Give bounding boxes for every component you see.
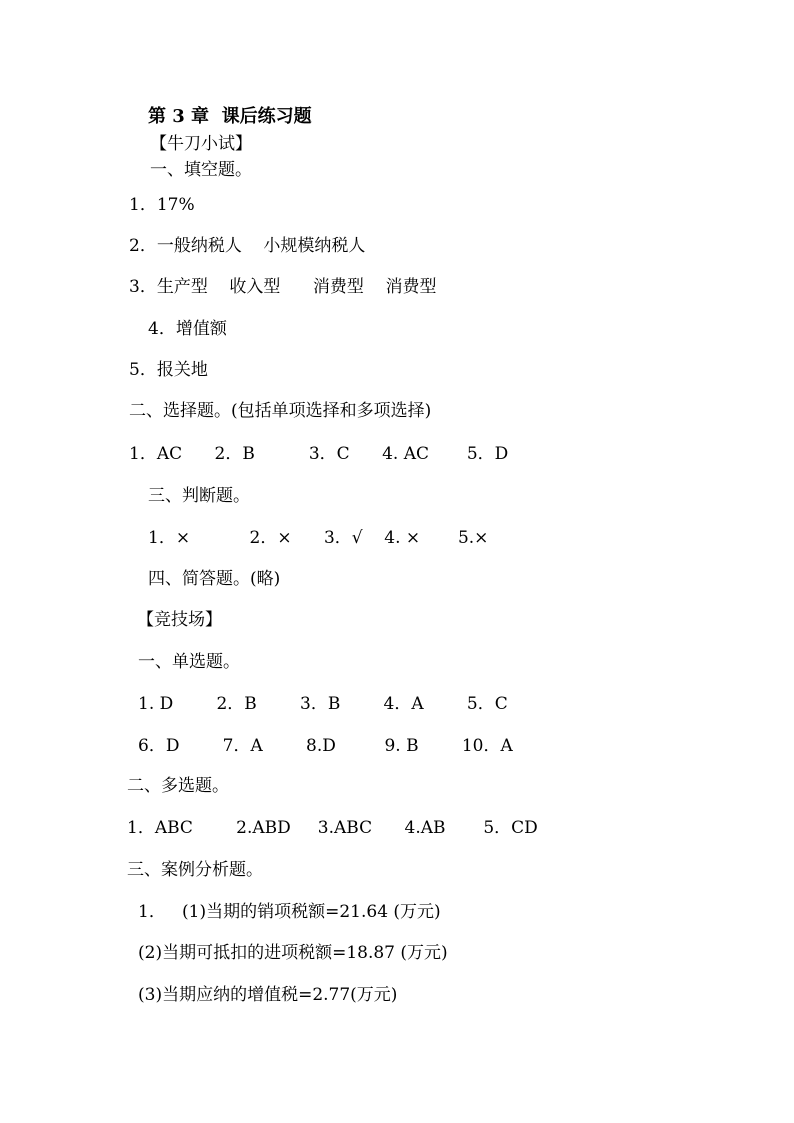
choice-heading: 二、选择题。(包括单项选择和多项选择)	[129, 401, 432, 421]
fill-answer-5: 5．报关地	[129, 360, 208, 380]
section-heading-arena: 【竞技场】	[137, 610, 222, 630]
single-choice-row-1: 1. D 2．B 3．B 4．A 5．C	[138, 694, 508, 714]
judge-heading: 三、判断题。	[148, 486, 250, 506]
case-line-2: (2)当期可抵扣的进项税额=18.87 (万元)	[138, 943, 448, 963]
section-heading-warmup: 【牛刀小试】	[150, 134, 252, 154]
judge-answers: 1．× 2．× 3．√ 4. × 5.×	[148, 528, 489, 548]
short-answer-heading: 四、简答题。(略)	[148, 569, 281, 589]
choice-answers: 1．AC 2．B 3．C 4. AC 5．D	[129, 444, 509, 464]
multi-choice-answers: 1．ABC 2.ABD 3.ABC 4.AB 5．CD	[127, 818, 538, 838]
fill-answer-4: 4．增值额	[148, 319, 227, 339]
fill-in-heading: 一、填空题。	[150, 160, 252, 180]
fill-answer-2: 2．一般纳税人 小规模纳税人	[129, 236, 366, 256]
fill-answer-1: 1．17%	[129, 195, 195, 215]
case-line-3: (3)当期应纳的增值税=2.77(万元)	[138, 985, 398, 1005]
case-analysis-heading: 三、案例分析题。	[127, 860, 263, 880]
page-title: 第 3 章 课后练习题	[148, 106, 312, 127]
case-line-1: 1． (1)当期的销项税额=21.64 (万元)	[138, 902, 441, 922]
single-choice-row-2: 6．D 7．A 8.D 9. B 10．A	[138, 736, 513, 756]
single-choice-heading: 一、单选题。	[138, 652, 240, 672]
fill-answer-3: 3．生产型 收入型 消费型 消费型	[129, 277, 437, 297]
multi-choice-heading: 二、多选题。	[127, 776, 229, 796]
